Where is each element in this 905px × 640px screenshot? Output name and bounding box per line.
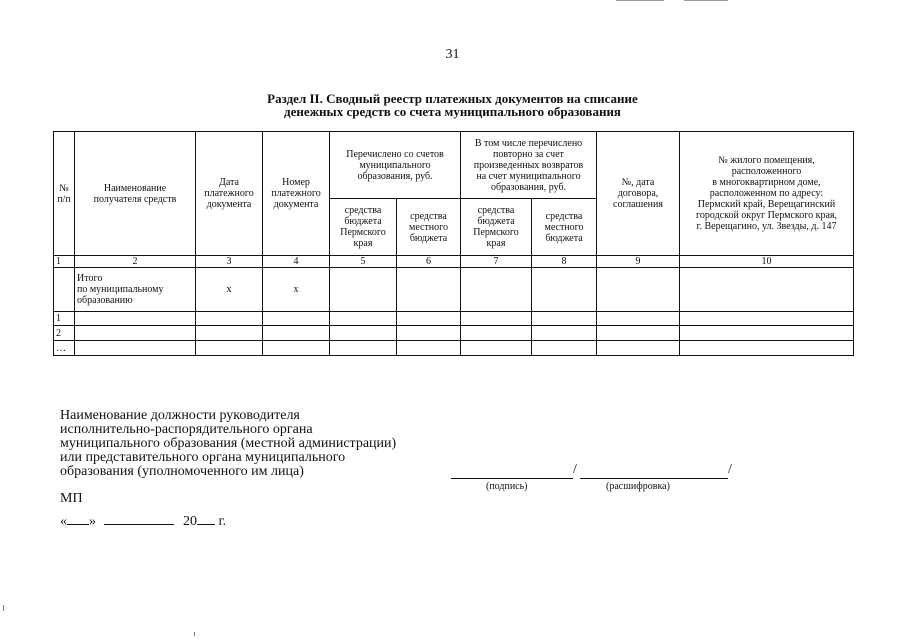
table-cell <box>461 341 532 356</box>
header-including-returns: В том числе перечислено повторно за счет произведенных возвратов на счет муниципального образования, руб. <box>461 132 597 199</box>
column-number: 6 <box>397 256 461 268</box>
table-cell <box>532 341 597 356</box>
table-cell <box>75 341 196 356</box>
table-cell <box>532 326 597 341</box>
date-year: 20 <box>183 514 197 529</box>
subheader-local-budget: средства местного бюджета <box>532 199 597 256</box>
column-number: 10 <box>680 256 854 268</box>
table-cell <box>597 341 680 356</box>
signatory-line: или представительного органа муниципального <box>60 450 346 465</box>
column-number: 8 <box>532 256 597 268</box>
date-quote-close: » <box>89 514 96 529</box>
decoding-slash: / <box>728 462 732 477</box>
table-cell <box>680 326 854 341</box>
header-payment-date: Дата платежного документа <box>196 132 263 256</box>
column-number: 9 <box>597 256 680 268</box>
signature-slash: / <box>573 462 577 477</box>
table-cell <box>680 312 854 326</box>
table-cell <box>330 341 397 356</box>
signatory-line: Наименование должности руководителя <box>60 408 300 423</box>
table-cell <box>330 268 397 312</box>
table-cell <box>461 326 532 341</box>
header-transferred: Перечислено со счетов муниципального образования, руб. <box>330 132 461 199</box>
table-row <box>54 312 854 326</box>
subheader-regional-budget: средства бюджета Пермского края <box>330 199 397 256</box>
table-cell <box>196 341 263 356</box>
column-number: 4 <box>263 256 330 268</box>
scan-speck <box>194 632 195 636</box>
table-cell <box>75 312 196 326</box>
table-cell <box>330 312 397 326</box>
signature-caption: (подпись) <box>486 481 528 492</box>
header-no: № п/п <box>54 132 75 256</box>
column-number: 5 <box>330 256 397 268</box>
top-edge-mark <box>684 0 728 1</box>
table-cell <box>461 268 532 312</box>
table-cell <box>75 326 196 341</box>
signatory-line: образования (уполномоченного им лица) <box>60 464 304 479</box>
scan-speck <box>3 605 4 611</box>
table-cell <box>597 312 680 326</box>
total-row <box>54 268 854 312</box>
signature-line <box>451 478 573 479</box>
header-recipient: Наименование получателя средств <box>75 132 196 256</box>
header-payment-number: Номер платежного документа <box>263 132 330 256</box>
table-cell <box>532 268 597 312</box>
subheader-regional-budget: средства бюджета Пермского края <box>461 199 532 256</box>
row-number: … <box>54 341 75 356</box>
column-number: 1 <box>54 256 75 268</box>
table-cell <box>680 341 854 356</box>
table-cell <box>54 268 75 312</box>
signatory-line: муниципального образования (местной администрации) <box>60 436 397 451</box>
table-cell <box>680 268 854 312</box>
header-contract: №, дата договора, соглашения <box>597 132 680 256</box>
date-quote-open: « <box>60 514 67 529</box>
registry-table <box>53 131 854 356</box>
table-cell <box>263 326 330 341</box>
column-number: 3 <box>196 256 263 268</box>
total-label: Итого по муниципальному образованию <box>75 268 196 312</box>
column-number: 7 <box>461 256 532 268</box>
signatory-position <box>60 409 396 479</box>
table-cell <box>461 312 532 326</box>
signatory-line: исполнительно-распорядительного органа <box>60 422 313 437</box>
month-blank <box>104 512 174 525</box>
table-cell <box>196 326 263 341</box>
title-line-1: Раздел II. Сводный реестр платежных документов на списание <box>267 91 638 106</box>
date-line <box>60 512 226 530</box>
day-blank <box>67 512 89 525</box>
title-line-2: денежных средств со счета муниципального образования <box>284 104 621 119</box>
table-cell <box>532 312 597 326</box>
total-number-mark: х <box>263 268 330 312</box>
table-cell <box>397 268 461 312</box>
table-cell <box>263 312 330 326</box>
column-number: 2 <box>75 256 196 268</box>
table-cell <box>330 326 397 341</box>
section-title <box>200 92 705 118</box>
table-row <box>54 341 854 356</box>
stamp-place: МП <box>60 491 83 506</box>
top-edge-mark <box>616 0 664 1</box>
table-cell <box>397 326 461 341</box>
table-cell <box>196 312 263 326</box>
total-date-mark: х <box>196 268 263 312</box>
column-number-row <box>54 256 854 268</box>
table-row <box>54 326 854 341</box>
header-premises: № жилого помещения, расположенного в многоквартирном доме, расположенном по адресу: Пермский край, Верещагинский городской округ Пермского края, г. Верещагино, ул. Звезды, д. 147 <box>680 132 854 256</box>
decoding-caption: (расшифровка) <box>606 481 670 492</box>
page-number: 31 <box>445 47 460 62</box>
table-cell <box>597 268 680 312</box>
table-cell <box>597 326 680 341</box>
table-cell <box>397 341 461 356</box>
date-suffix: г. <box>218 514 227 529</box>
year-blank <box>197 512 215 525</box>
row-number: 2 <box>54 326 75 341</box>
table-cell <box>263 341 330 356</box>
subheader-local-budget: средства местного бюджета <box>397 199 461 256</box>
table-cell <box>397 312 461 326</box>
row-number: 1 <box>54 312 75 326</box>
decoding-line <box>580 478 728 479</box>
